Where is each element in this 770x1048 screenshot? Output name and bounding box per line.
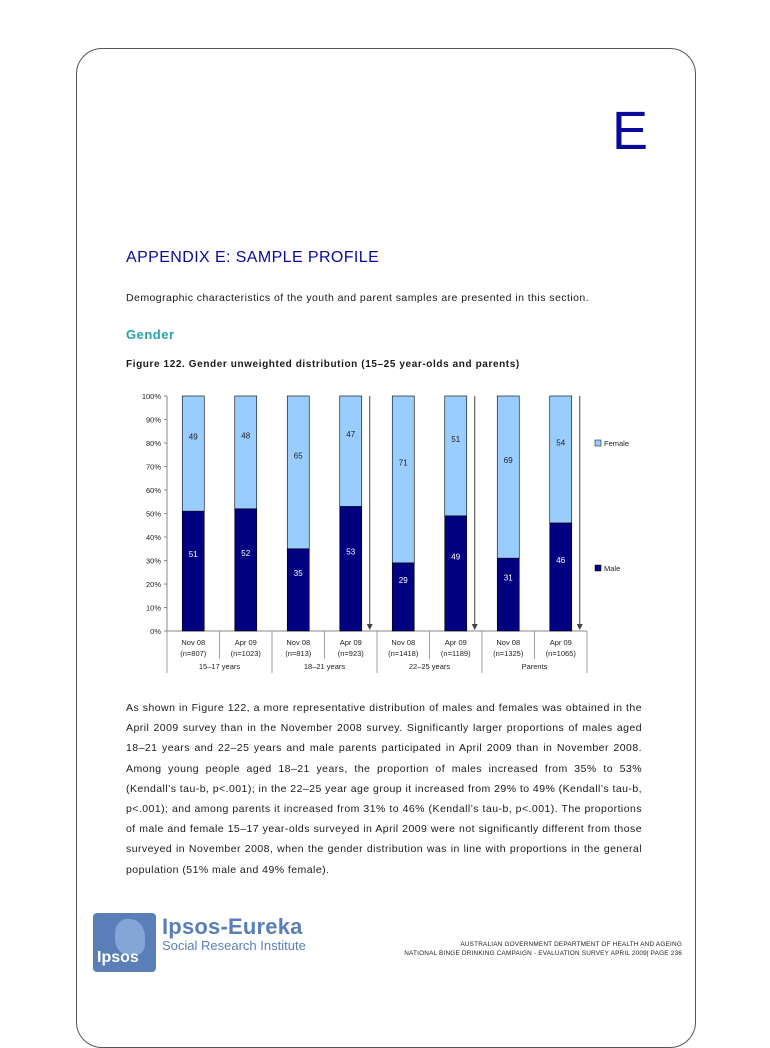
sample-size-label: (n=1189) [440, 649, 471, 658]
sample-size-label: (n=807) [180, 649, 207, 658]
sample-size-label: (n=1325) [493, 649, 524, 658]
appendix-heading: APPENDIX E: SAMPLE PROFILE [126, 249, 380, 266]
data-label-female: 69 [503, 456, 513, 466]
bar-female [182, 396, 204, 511]
category-label: Nov 08 [286, 638, 311, 647]
bar-male [340, 506, 362, 631]
significance-arrow-head [577, 624, 583, 630]
category-label: Nov 08 [496, 638, 521, 647]
data-label-male: 52 [241, 548, 251, 558]
ipsos-logo [93, 913, 156, 972]
appendix-letter: E [612, 101, 649, 161]
category-label: Nov 08 [391, 638, 416, 647]
data-label-female: 49 [188, 432, 198, 442]
bar-female [497, 396, 519, 558]
data-label-female: 48 [241, 431, 251, 441]
category-label: Apr 09 [444, 638, 467, 647]
significance-arrow-head [367, 624, 373, 630]
group-label: 18–21 years [303, 662, 346, 671]
sample-size-label: (n=1418) [388, 649, 419, 658]
legend-swatch-male [595, 565, 601, 571]
bar-female [235, 396, 257, 509]
bar-male [182, 511, 204, 631]
y-tick-label: 100% [141, 392, 161, 401]
bar-female [550, 396, 572, 523]
y-tick-label: 60% [145, 486, 161, 495]
data-label-male: 35 [293, 568, 303, 578]
footer-line-2: NATIONAL BINGE DRINKING CAMPAIGN - EVALUATION SURVEY APRIL 2009| PAGE 236 [404, 950, 682, 957]
y-tick-label: 80% [145, 439, 161, 448]
y-tick-label: 30% [145, 556, 161, 566]
page-footer [404, 940, 682, 958]
footer-line-1: AUSTRALIAN GOVERNMENT DEPARTMENT OF HEALTH AND AGEING [460, 941, 682, 948]
data-label-female: 54 [556, 438, 566, 448]
legend-label-female: Female [604, 439, 630, 448]
body-paragraph: As shown in Figure 122, a more representative distribution of males and females was obtained in the April 2009 survey than in the November 2008 survey. Significantly larger proportions of males aged 18–21 years and 22–25 years and male parents participated in April 2009 than in November 2008. Among young people aged 18–21 years, the proportion of males increased from 35% to 53% (Kendall’s tau-b, p<.001); in the 22–25 year age group it increased from 29% to 49% (Kendall’s tau-b, p<.001); and among parents it increased from 31% to 46% (Kendall’s tau-b, p<.001). The proportions of male and female 15–17 year-olds surveyed in April 2009 were not significantly different from those surveyed in November 2008, when the gender distribution was in line with proportions in the general population (51% male and 49% female). [126, 702, 642, 876]
y-tick-label: 50% [145, 509, 161, 519]
data-label-male: 53 [346, 547, 356, 557]
brand-block [162, 914, 306, 953]
y-tick-label: 70% [145, 462, 161, 472]
category-label: Nov 08 [181, 638, 206, 647]
bar-male [550, 523, 572, 631]
data-label-female: 47 [346, 430, 356, 440]
y-tick-label: 10% [145, 603, 161, 613]
data-label-female: 51 [451, 434, 461, 444]
sample-size-label: (n=813) [285, 649, 312, 658]
y-tick-label: 90% [145, 415, 161, 425]
bar-male [392, 563, 414, 631]
group-label: Parents [521, 662, 548, 671]
bar-female [340, 396, 362, 506]
brand-subtitle: Social Research Institute [162, 938, 306, 953]
bar-male [497, 558, 519, 631]
gender-chart [120, 388, 650, 678]
bar-male [445, 516, 467, 631]
y-tick-label: 20% [145, 580, 161, 589]
significance-arrow-head [472, 624, 478, 630]
legend-swatch-female [595, 440, 601, 446]
y-tick-label: 0% [150, 627, 161, 636]
sample-size-label: (n=1023) [230, 649, 261, 658]
intro-paragraph: Demographic characteristics of the youth and parent samples are presented in this section. [126, 292, 590, 304]
section-title: Gender [126, 327, 175, 342]
data-label-male: 46 [556, 555, 566, 565]
group-label: 15–17 years [198, 662, 241, 671]
data-label-male: 29 [398, 575, 408, 585]
bar-male [235, 509, 257, 631]
category-label: Apr 09 [549, 638, 572, 647]
category-label: Apr 09 [339, 638, 362, 647]
brand-name: Ipsos-Eureka [162, 914, 303, 939]
y-tick-label: 40% [145, 533, 161, 542]
legend-label-male: Male [604, 564, 621, 573]
data-label-male: 49 [451, 552, 461, 562]
bar-male [287, 549, 309, 631]
sample-size-label: (n=923) [337, 649, 364, 658]
bar-female [445, 396, 467, 516]
bar-female [287, 396, 309, 549]
logo-mark: Ipsos [97, 949, 139, 966]
data-label-male: 51 [188, 550, 198, 560]
data-label-female: 71 [398, 458, 408, 468]
category-label: Apr 09 [234, 638, 257, 647]
figure-title: Figure 122. Gender unweighted distribution (15–25 year-olds and parents) [126, 359, 520, 370]
sample-size-label: (n=1065) [545, 649, 576, 658]
group-label: 22–25 years [408, 662, 451, 671]
data-label-male: 31 [503, 573, 513, 583]
data-label-female: 65 [293, 451, 303, 461]
bar-female [392, 396, 414, 563]
